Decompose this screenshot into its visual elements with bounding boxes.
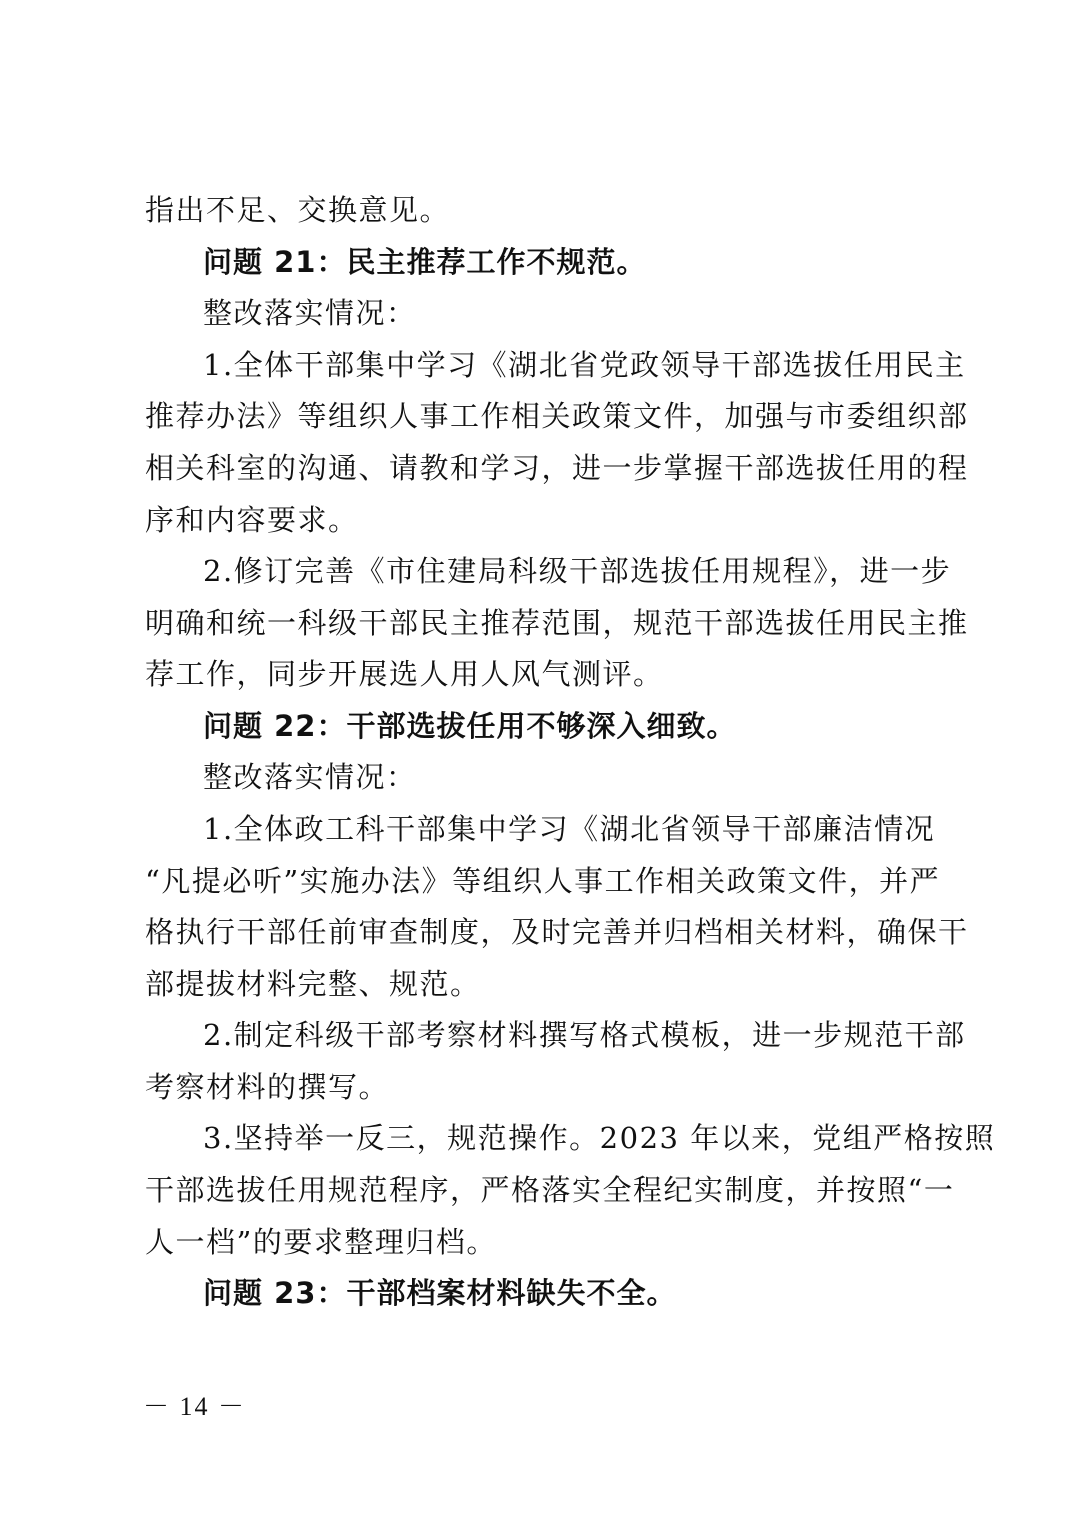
issue-heading-21: 问题 21：民主推荐工作不规范。 xyxy=(203,245,647,279)
text-line: 1.全体政工科干部集中学习《湖北省领导干部廉洁情况 xyxy=(203,812,936,846)
text-line: 1.全体干部集中学习《湖北省党政领导干部选拔任用民主 xyxy=(203,348,966,382)
issue-heading-23: 问题 23：干部档案材料缺失不全。 xyxy=(203,1276,677,1310)
text-line: 格执行干部任前审查制度，及时完善并归档相关材料，确保干 xyxy=(145,915,969,949)
issue-heading-22: 问题 22：干部选拔任用不够深入细致。 xyxy=(203,709,737,743)
text-line: 2.修订完善《市住建局科级干部选拔任用规程》，进一步 xyxy=(203,554,952,588)
text-line: 指出不足、交换意见。 xyxy=(145,193,451,227)
text-line: 部提拔材料完整、规范。 xyxy=(145,967,481,1001)
text-line: 3.坚持举一反三，规范操作。2023 年以来，党组严格按照 xyxy=(203,1121,996,1155)
text-line: 干部选拔任用规范程序，严格落实全程纪实制度，并按照“一 xyxy=(145,1173,955,1207)
text-line: 相关科室的沟通、请教和学习，进一步掌握干部选拔任用的程 xyxy=(145,451,969,485)
text-line: 序和内容要求。 xyxy=(145,503,359,537)
text-line: “凡提必听”实施办法》等组织人事工作相关政策文件，并严 xyxy=(145,864,941,898)
text-line: 荐工作，同步开展选人用人风气测评。 xyxy=(145,657,664,691)
page-number: － 14 － xyxy=(143,1392,247,1421)
text-line: 明确和统一科级干部民主推荐范围，规范干部选拔任用民主推 xyxy=(145,606,969,640)
text-line: 2.制定科级干部考察材料撰写格式模板，进一步规范干部 xyxy=(203,1018,966,1052)
text-line: 推荐办法》等组织人事工作相关政策文件，加强与市委组织部 xyxy=(145,399,969,433)
section-label: 整改落实情况： xyxy=(203,296,417,330)
text-line: 考察材料的撰写。 xyxy=(145,1070,390,1104)
text-line: 人一档”的要求整理归档。 xyxy=(145,1225,497,1259)
section-label: 整改落实情况： xyxy=(203,760,417,794)
